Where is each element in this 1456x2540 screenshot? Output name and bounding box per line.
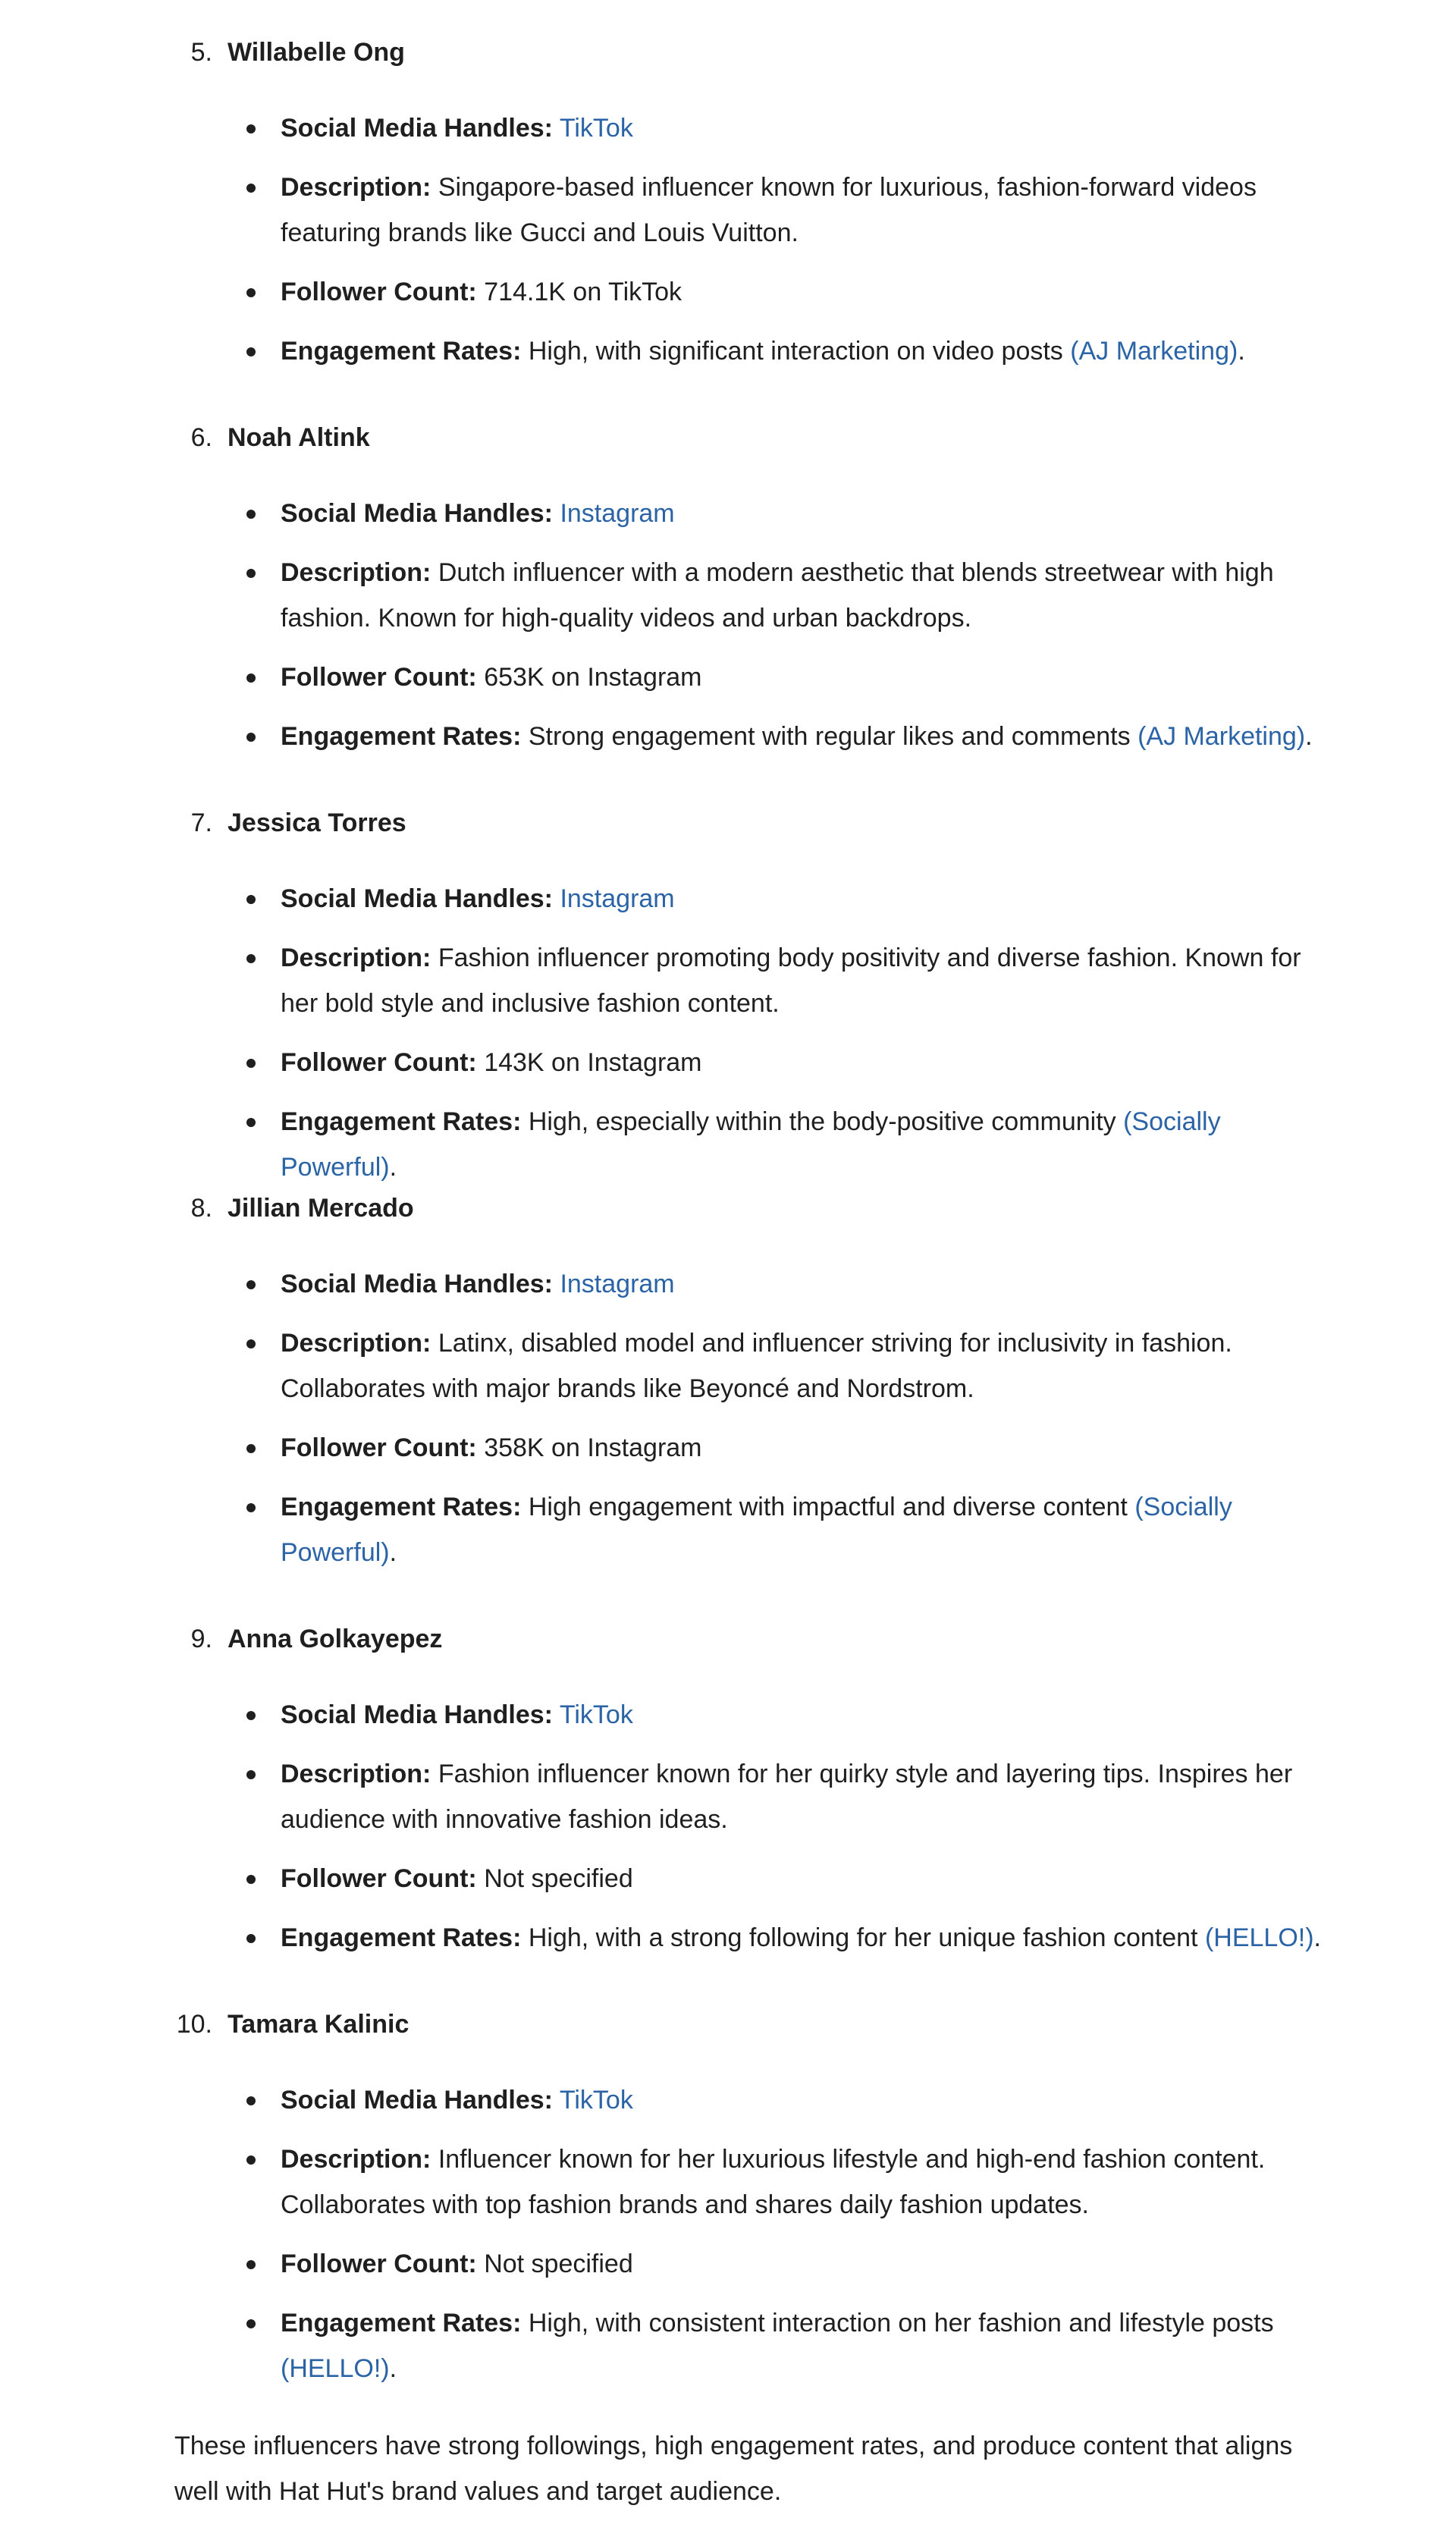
detail-label: Engagement Rates: xyxy=(281,337,522,366)
detail-text: Dutch influencer with a modern aesthetic that blends streetwear with high fashion. Known for high-quality videos and urban backdrops. xyxy=(281,558,1274,633)
bullet-icon xyxy=(246,1280,256,1289)
influencer-name: Noah Altink xyxy=(228,423,370,452)
bullet-icon xyxy=(246,1059,256,1068)
influencer-name: Tamara Kalinic xyxy=(228,2010,410,2039)
influencer-name: Jillian Mercado xyxy=(228,1194,414,1223)
detail-description xyxy=(281,935,1342,1026)
closing-paragraph: These influencers have strong followings, high engagement rates, and produce content that aligns well with Hat Hut's brand values and target audience. xyxy=(174,2432,1293,2506)
detail-label: Follower Count: xyxy=(281,1864,477,1893)
bullet-icon xyxy=(246,2096,256,2105)
influencer-header xyxy=(0,27,1456,78)
bullet-icon xyxy=(246,184,256,193)
detail-followers xyxy=(281,1425,1342,1471)
detail-label: Social Media Handles: xyxy=(281,1270,553,1298)
detail-engagement xyxy=(281,1099,1342,1190)
source-link[interactable]: (HELLO!) xyxy=(1204,1923,1314,1952)
bullet-icon xyxy=(246,673,256,683)
bullet-icon xyxy=(246,733,256,742)
bullet-icon xyxy=(246,1770,256,1779)
detail-followers xyxy=(281,1856,1342,1901)
bullet-icon xyxy=(246,2319,256,2328)
bullet-icon xyxy=(246,1118,256,1127)
influencer-header xyxy=(0,1613,1456,1665)
social-link[interactable]: Instagram xyxy=(560,884,675,913)
influencer-item xyxy=(0,797,1456,1182)
detail-text: Latinx, disabled model and influencer striving for inclusivity in fashion. Collaborates with major brands like Beyoncé and Nordstrom. xyxy=(281,1329,1232,1403)
source-link[interactable]: (Socially Powerful) xyxy=(281,1107,1221,1182)
influencer-item xyxy=(0,1182,1456,1567)
bullet-icon xyxy=(246,1711,256,1720)
list-number: 9. xyxy=(190,1625,212,1653)
bullet-icon xyxy=(246,510,256,519)
detail-engagement xyxy=(281,714,1342,759)
detail-label: Social Media Handles: xyxy=(281,2086,553,2115)
detail-label: Engagement Rates: xyxy=(281,1493,522,1521)
detail-text: Fashion influencer known for her quirky style and layering tips. Inspires her audience with innovative fashion ideas. xyxy=(281,1760,1293,1834)
list-number: 10. xyxy=(176,2010,212,2039)
detail-text: Strong engagement with regular likes and comments xyxy=(528,722,1131,751)
detail-text: Singapore-based influencer known for luxurious, fashion-forward videos featuring brands like Gucci and Louis Vuitton. xyxy=(281,173,1257,247)
influencer-header xyxy=(0,797,1456,849)
list-number: 8. xyxy=(190,1194,212,1223)
detail-followers xyxy=(281,269,1342,315)
bullet-icon xyxy=(246,347,256,356)
detail-text: High, especially within the body-positive community xyxy=(528,1107,1116,1136)
detail-label: Follower Count: xyxy=(281,1048,477,1077)
detail-engagement xyxy=(281,1915,1342,1961)
source-link[interactable]: (AJ Marketing) xyxy=(1138,722,1306,751)
detail-label: Description: xyxy=(281,173,431,202)
bullet-icon xyxy=(246,1444,256,1453)
bullet-icon xyxy=(246,1875,256,1884)
influencer-name: Anna Golkayepez xyxy=(228,1625,443,1653)
detail-label: Social Media Handles: xyxy=(281,1700,553,1729)
influencer-name: Jessica Torres xyxy=(228,808,406,837)
list-number: 6. xyxy=(190,423,212,452)
detail-handles xyxy=(281,491,1342,536)
influencer-item xyxy=(0,27,1456,366)
detail-description xyxy=(281,550,1342,641)
influencer-header xyxy=(0,412,1456,463)
period: . xyxy=(1313,1923,1321,1952)
detail-label: Engagement Rates: xyxy=(281,1107,522,1136)
detail-label: Social Media Handles: xyxy=(281,884,553,913)
detail-text: Not specified xyxy=(484,1864,633,1893)
influencer-name: Willabelle Ong xyxy=(228,38,405,67)
source-link[interactable]: (AJ Marketing) xyxy=(1070,337,1238,366)
detail-label: Description: xyxy=(281,1760,431,1788)
period: . xyxy=(389,1538,397,1567)
detail-text: Not specified xyxy=(484,2250,633,2278)
detail-handles xyxy=(281,1261,1342,1307)
detail-label: Description: xyxy=(281,2145,431,2174)
detail-label: Social Media Handles: xyxy=(281,114,553,143)
bullet-icon xyxy=(246,1934,256,1943)
detail-description xyxy=(281,2137,1342,2228)
detail-text: High engagement with impactful and diverse content xyxy=(528,1493,1128,1521)
detail-followers xyxy=(281,655,1342,700)
period: . xyxy=(1305,722,1313,751)
bullet-icon xyxy=(246,1339,256,1348)
detail-engagement xyxy=(281,1484,1342,1575)
detail-label: Description: xyxy=(281,558,431,587)
source-link[interactable]: (Socially Powerful) xyxy=(281,1493,1232,1567)
influencer-header xyxy=(0,1998,1456,2050)
detail-text: High, with significant interaction on video posts xyxy=(528,337,1063,366)
detail-label: Description: xyxy=(281,943,431,972)
detail-description xyxy=(281,1751,1342,1842)
detail-label: Follower Count: xyxy=(281,278,477,306)
period: . xyxy=(1238,337,1245,366)
detail-handles xyxy=(281,2077,1342,2123)
detail-handles xyxy=(281,876,1342,921)
detail-text: Fashion influencer promoting body positivity and diverse fashion. Known for her bold style and inclusive fashion content. xyxy=(281,943,1301,1018)
detail-followers xyxy=(281,1040,1342,1085)
social-link[interactable]: Instagram xyxy=(560,1270,675,1298)
source-link[interactable]: (HELLO!) xyxy=(281,2354,390,2383)
bullet-icon xyxy=(246,288,256,297)
influencer-header xyxy=(0,1182,1456,1234)
detail-handles xyxy=(281,105,1342,151)
list-number: 5. xyxy=(190,38,212,67)
detail-handles xyxy=(281,1692,1342,1738)
detail-text: 653K on Instagram xyxy=(484,663,702,692)
detail-text: High, with consistent interaction on her fashion and lifestyle posts xyxy=(528,2309,1274,2337)
detail-text: High, with a strong following for her unique fashion content xyxy=(528,1923,1198,1952)
social-link[interactable]: TikTok xyxy=(559,2086,633,2115)
detail-label: Engagement Rates: xyxy=(281,722,522,751)
detail-text: 358K on Instagram xyxy=(484,1433,702,1462)
bullet-icon xyxy=(246,2260,256,2269)
detail-text: 714.1K on TikTok xyxy=(484,278,682,306)
detail-description xyxy=(281,165,1342,256)
detail-label: Follower Count: xyxy=(281,663,477,692)
social-link[interactable]: TikTok xyxy=(559,1700,633,1729)
detail-label: Engagement Rates: xyxy=(281,2309,522,2337)
detail-engagement xyxy=(281,328,1342,374)
detail-text: Influencer known for her luxurious lifestyle and high-end fashion content. Collaborates with top fashion brands and shares daily fashion updates. xyxy=(281,2145,1266,2219)
bullet-icon xyxy=(246,895,256,904)
list-number: 7. xyxy=(190,808,212,837)
detail-text: 143K on Instagram xyxy=(484,1048,702,1077)
bullet-icon xyxy=(246,1503,256,1512)
influencer-item xyxy=(0,1998,1456,2383)
detail-label: Description: xyxy=(281,1329,431,1358)
social-link[interactable]: TikTok xyxy=(559,114,633,143)
detail-label: Engagement Rates: xyxy=(281,1923,522,1952)
influencer-item xyxy=(0,412,1456,751)
detail-description xyxy=(281,1320,1342,1411)
influencer-item xyxy=(0,1613,1456,1952)
period: . xyxy=(389,2354,397,2383)
detail-label: Follower Count: xyxy=(281,2250,477,2278)
bullet-icon xyxy=(246,569,256,578)
bullet-icon xyxy=(246,124,256,133)
detail-engagement xyxy=(281,2300,1342,2391)
period: . xyxy=(389,1153,397,1182)
detail-followers xyxy=(281,2241,1342,2287)
bullet-icon xyxy=(246,2155,256,2165)
bullet-icon xyxy=(246,954,256,963)
detail-label: Follower Count: xyxy=(281,1433,477,1462)
social-link[interactable]: Instagram xyxy=(560,499,675,528)
detail-label: Social Media Handles: xyxy=(281,499,553,528)
